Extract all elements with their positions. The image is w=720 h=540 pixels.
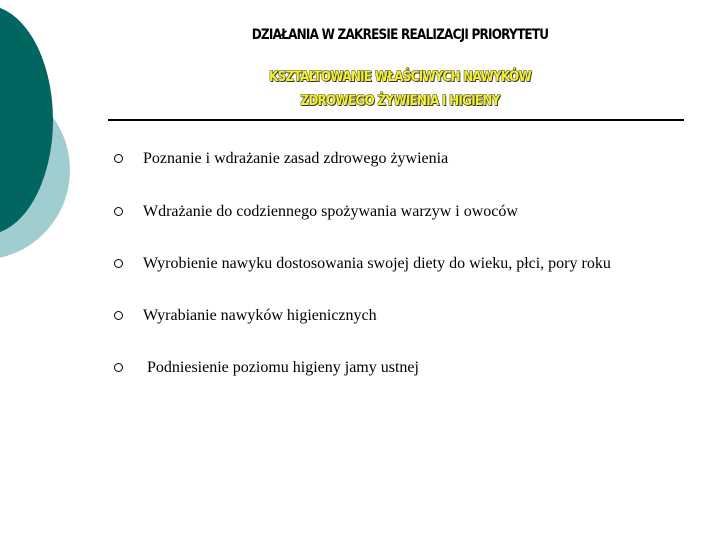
circle-bullet-icon (114, 154, 123, 163)
circle-bullet-icon (114, 207, 123, 216)
circle-bullet-icon (114, 311, 123, 320)
slide-subtitle-line2: ZDROWEGO ŻYWIENIA I HIGIENY (300, 93, 500, 109)
bullet-item (114, 305, 674, 326)
circle-bullet-icon (114, 363, 123, 372)
bullet-text: Wyrabianie nawyków higienicznych (143, 307, 377, 324)
bullet-item (114, 253, 674, 274)
bullet-item (114, 357, 674, 378)
bullet-text: Wyrobienie nawyku dostosowania swojej diety do wieku, płci, pory roku (143, 255, 611, 272)
bullet-item (114, 201, 674, 222)
slide-title: DZIAŁANIA W ZAKRESIE REALIZACJI PRIORYTETU (251, 27, 549, 43)
slide-subtitle-line1: KSZTAŁTOWANIE WŁAŚCIWYCH NAWYKÓW (269, 69, 531, 85)
title-divider (108, 119, 684, 121)
bullet-item (114, 148, 674, 169)
bullet-text: Wdrażanie do codziennego spożywania warzyw i owoców (143, 203, 518, 220)
bullet-text: Poznanie i wdrażanie zasad zdrowego żywienia (143, 150, 449, 167)
circle-bullet-icon (114, 259, 123, 268)
bullet-list (114, 148, 674, 378)
bullet-text: Podniesienie poziomu higieny jamy ustnej (143, 359, 419, 376)
